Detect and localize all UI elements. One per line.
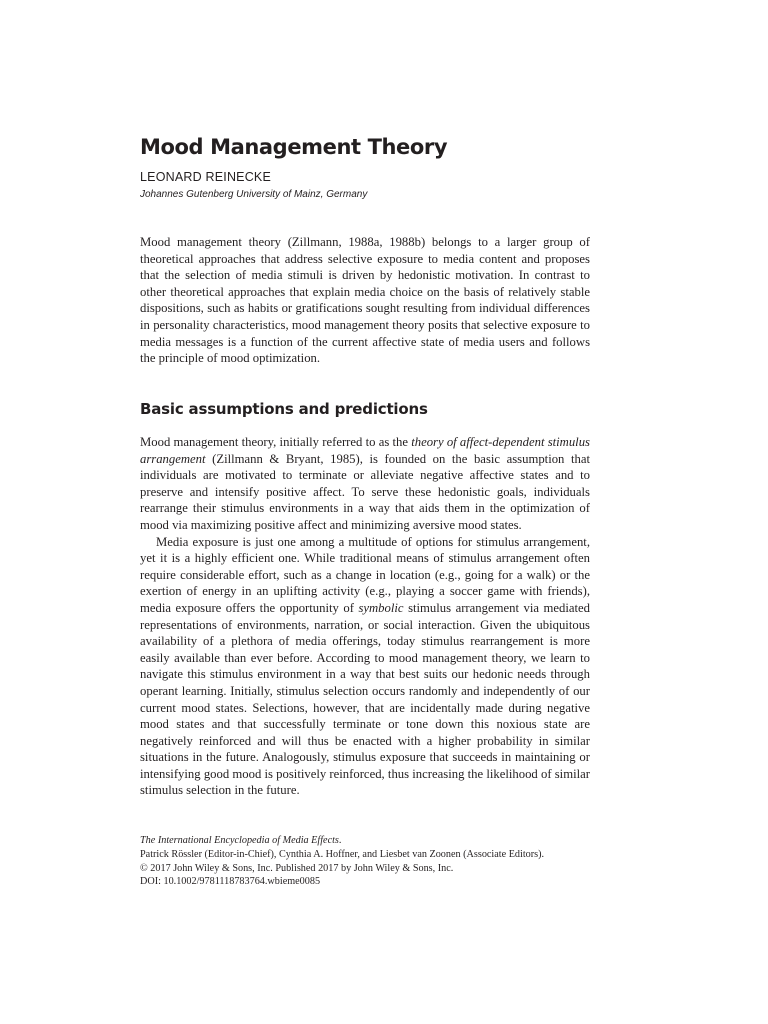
abstract-paragraph: Mood management theory (Zillmann, 1988a, 1988b) belongs to a larger group of theoretical approaches that address selective exposure to media content and proposes that the selection of media stimuli is driven by hedonistic motivation. In contrast to other theoretical approaches that explain media choice on the basis of relatively stable dispositions, such as habits or gratifications sought resulting from individual differences in personality characteristics, mood management theory posits that selective exposure to media messages is a function of the current affective state of media users and follows the principle of mood optimization.: [140, 235, 590, 366]
p2-italic-term: symbolic: [358, 600, 404, 615]
footnote-source: The International Encyclopedia of Media Effects: [140, 835, 339, 846]
footnote-source-period: .: [338, 835, 342, 846]
footnote-doi: DOI: 10.1002/9781118783764.wbieme0085: [140, 876, 321, 888]
p2-text-c: stimulus arrangement via mediated representations of environments, narration, or social interaction. Given the ubiquitous availability of a plethora of media offerings, today stimulus rearrangement is more easily available than ever before. According to mood management theory, we learn to navigate this stimulus environment in a way that best suits our hedonic needs through operant learning. Initially, stimulus selection occurs randomly and independently of our current mood states. Selections, however, that are incidentally made during negative mood states and that successfully terminate or tone down this noxious state are negatively reinforced and will thus be enacted with a higher probability in similar situations in the future. Analogously, stimulus exposure that succeeds in maintaining or intensifying good mood is positively reinforced, thus increasing the likelihood of similar stimulus selection in the future.: [140, 600, 590, 798]
p1-italic-term: theory of affect-dependent stimulus arrangement: [140, 435, 590, 466]
p2-text-a: Media exposure is just one among a multitude of options for stimulus arrangement, yet it is a highly efficient one. While traditional means of stimulus arrangement often require considerable effort, such as a change in location (e.g., going for a walk) or the exertion of energy in an uplifting activity (e.g., playing a soccer game with friends), media exposure offers the opportunity of: [140, 534, 590, 615]
footnote-copyright: © 2017 John Wiley & Sons, Inc. Published 2017 by John Wiley & Sons, Inc.: [140, 862, 454, 874]
footnote-editors: Patrick Rössler (Editor-in-Chief), Cynthia A. Hoffner, and Liesbet van Zoonen (Associate Editors).: [140, 848, 545, 860]
section-heading: Basic assumptions and predictions: [140, 400, 428, 418]
article-title: Mood Management Theory: [140, 135, 448, 159]
footnote: [140, 834, 600, 889]
footnote-source-line: [140, 834, 600, 848]
author-affiliation: Johannes Gutenberg University of Mainz, Germany: [140, 189, 368, 200]
body-paragraph-2: [140, 534, 590, 800]
author-name: LEONARD REINECKE: [140, 170, 272, 184]
p1-text-c: (Zillmann & Bryant, 1985), is founded on the basic assumption that individuals are motivated to terminate or alleviate negative affective states and to preserve and intensify positive affect. To serve these hedonistic goals, individuals rearrange their stimulus environments in a way that aids them in the optimization of mood via maximizing positive affect and minimizing aversive mood states.: [140, 451, 590, 532]
p1-text-a: Mood management theory, initially referred to as the: [140, 435, 412, 449]
section-body: [140, 434, 590, 799]
body-paragraph-1: [140, 434, 590, 534]
